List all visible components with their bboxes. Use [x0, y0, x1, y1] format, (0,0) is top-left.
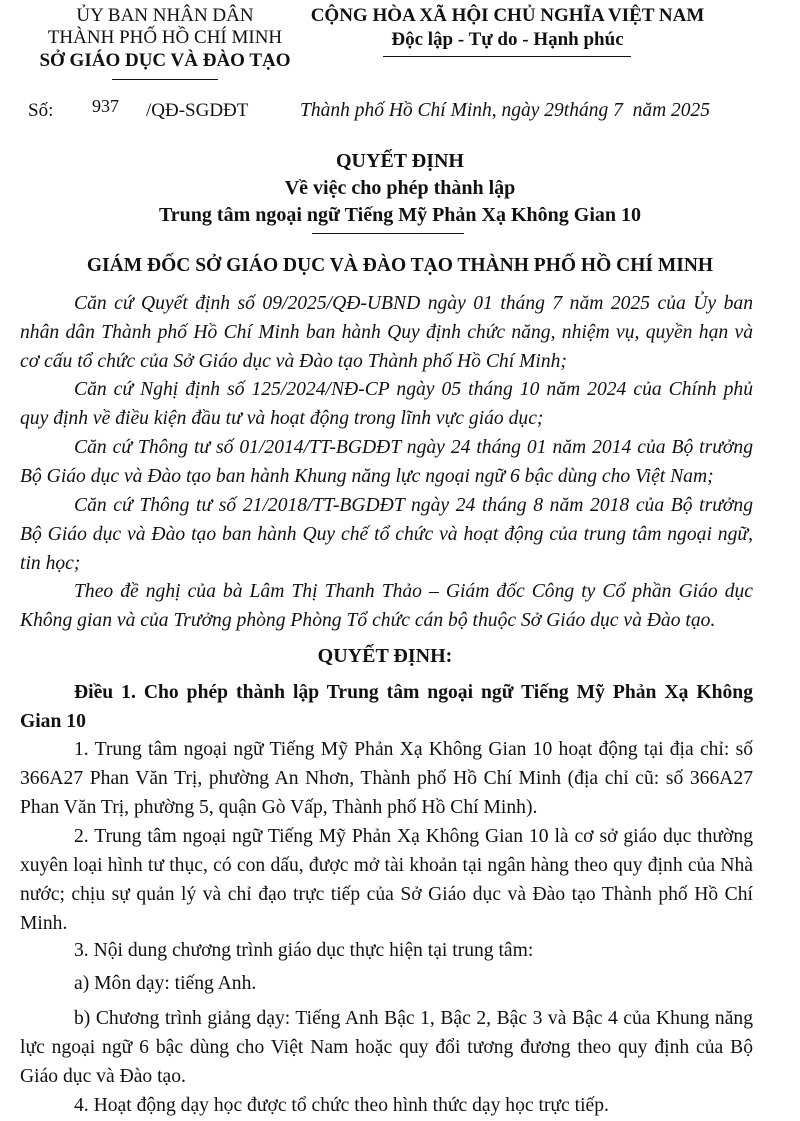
item-line: 2. Trung tâm ngoại ngữ Tiếng Mỹ Phản Xạ Không Gian 10 là cơ sở giáo dục thường: [74, 826, 753, 847]
title-underline: [312, 233, 464, 234]
basis-line: nhân dân Thành phố Hồ Chí Minh ban hành Quy định chức năng, nhiệm vụ, quyền hạn và: [20, 322, 753, 343]
issuer-underline: [112, 79, 218, 80]
number-suffix: /QĐ-SGDĐT: [146, 100, 249, 121]
basis-line: Căn cứ Quyết định số 09/2025/QĐ-UBND ngày 01 tháng 7 năm 2025 của Ủy ban: [74, 293, 753, 314]
basis-line: Bộ Giáo dục và Đào tạo ban hành Khung năng lực ngoại ngữ 6 bậc dùng cho Việt Nam;: [20, 466, 714, 487]
item-line: a) Môn dạy: tiếng Anh.: [74, 973, 257, 994]
place-date: Thành phố Hồ Chí Minh, ngày 29tháng 7 năm 2025: [300, 100, 711, 121]
item-line: 4. Hoạt động dạy học được tổ chức theo hình thức dạy học trực tiếp.: [74, 1095, 609, 1116]
basis-line: cơ cấu tổ chức của Sở Giáo dục và Đào tạo Thành phố Hồ Chí Minh;: [20, 351, 567, 372]
decision-heading: QUYẾT ĐỊNH:: [317, 645, 453, 667]
issuer-line-1: ỦY BAN NHÂN DÂN: [76, 5, 254, 26]
motto-underline: [383, 56, 631, 57]
item-line: nước; chịu sự quản lý và chỉ đạo trực tiếp của Sở Giáo dục và Đào tạo Thành phố Hồ Chí: [20, 884, 753, 905]
basis-paragraph: [20, 577, 753, 635]
number-label: Số:: [28, 100, 54, 121]
basis-paragraph: [20, 433, 753, 491]
basis-line: tin học;: [20, 553, 81, 574]
item-line: 1. Trung tâm ngoại ngữ Tiếng Mỹ Phản Xạ Không Gian 10 hoạt động tại địa chỉ: số: [74, 739, 753, 760]
basis-paragraph: [20, 289, 753, 376]
basis-line: Không gian và của Trưởng phòng Phòng Tổ chức cán bộ thuộc Sở Giáo dục và Đào tạo.: [20, 610, 716, 631]
item-line: 3. Nội dung chương trình giáo dục thực hiện tại trung tâm:: [74, 940, 534, 961]
item-line: 366A27 Phan Văn Trị, phường An Nhơn, Thành phố Hồ Chí Minh (địa chỉ cũ: số 366A27: [20, 768, 753, 789]
basis-line: Bộ Giáo dục và Đào tạo ban hành Quy chế tổ chức và hoạt động của trung tâm ngoại ngữ,: [20, 524, 753, 545]
article-title-line: Gian 10: [20, 711, 86, 732]
article-item: [20, 1004, 753, 1091]
issuer-line-3: SỞ GIÁO DỤC VÀ ĐÀO TẠO: [39, 50, 291, 71]
item-line: Minh.: [20, 913, 68, 934]
article-item: [20, 936, 753, 965]
basis-line: Căn cứ Nghị định số 125/2024/NĐ-CP ngày 05 tháng 10 năm 2024 của Chính phủ: [74, 379, 753, 400]
article-1-title: [20, 678, 753, 736]
basis-line: Theo đề nghị của bà Lâm Thị Thanh Thảo – Giám đốc Công ty Cổ phần Giáo dục: [74, 581, 753, 602]
item-line: Giáo dục và Đào tạo.: [20, 1066, 186, 1087]
document-title: QUYẾT ĐỊNH: [336, 150, 464, 172]
article-item: [20, 822, 753, 938]
issuer-line-2: THÀNH PHỐ HỒ CHÍ MINH: [47, 27, 283, 48]
document-subject-name: Trung tâm ngoại ngữ Tiếng Mỹ Phản Xạ Không Gian 10: [158, 204, 642, 226]
basis-line: Căn cứ Thông tư số 21/2018/TT-BGDĐT ngày 24 tháng 8 năm 2018 của Bộ trưởng: [74, 495, 753, 516]
article-item: [20, 1091, 753, 1120]
basis-paragraph: [20, 375, 753, 433]
basis-paragraph: [20, 491, 753, 578]
article-item: [20, 735, 753, 822]
article-title-line: Điều 1. Cho phép thành lập Trung tâm ngoại ngữ Tiếng Mỹ Phản Xạ Không: [74, 682, 753, 703]
basis-line: quy định về điều kiện đầu tư và hoạt động trong lĩnh vực giáo dục;: [20, 408, 544, 429]
national-title: CỘNG HÒA XÃ HỘI CHỦ NGHĨA VIỆT NAM: [310, 5, 705, 26]
authority-heading: GIÁM ĐỐC SỞ GIÁO DỤC VÀ ĐÀO TẠO THÀNH PHỐ HỒ CHÍ MINH: [86, 255, 714, 276]
number-value: 937: [92, 96, 119, 116]
basis-line: Căn cứ Thông tư số 01/2014/TT-BGDĐT ngày 24 tháng 01 năm 2014 của Bộ trưởng: [74, 437, 753, 458]
item-line: b) Chương trình giảng dạy: Tiếng Anh Bậc 1, Bậc 2, Bậc 3 và Bậc 4 của Khung năng: [74, 1008, 753, 1029]
document-subject: Về việc cho phép thành lập: [284, 177, 516, 199]
article-item: [20, 969, 753, 998]
item-line: xuyên loại hình tư thục, có con dấu, được mở tài khoản tại ngân hàng theo quy định của Nhà: [20, 855, 753, 876]
item-line: Phan Văn Trị, phường 5, quận Gò Vấp, Thành phố Hồ Chí Minh).: [20, 797, 538, 818]
item-line: lực ngoại ngữ 6 bậc dùng cho Việt Nam hoặc quy đổi tương đương theo quy định của Bộ: [20, 1037, 753, 1058]
national-motto: Độc lập - Tự do - Hạnh phúc: [391, 29, 624, 50]
